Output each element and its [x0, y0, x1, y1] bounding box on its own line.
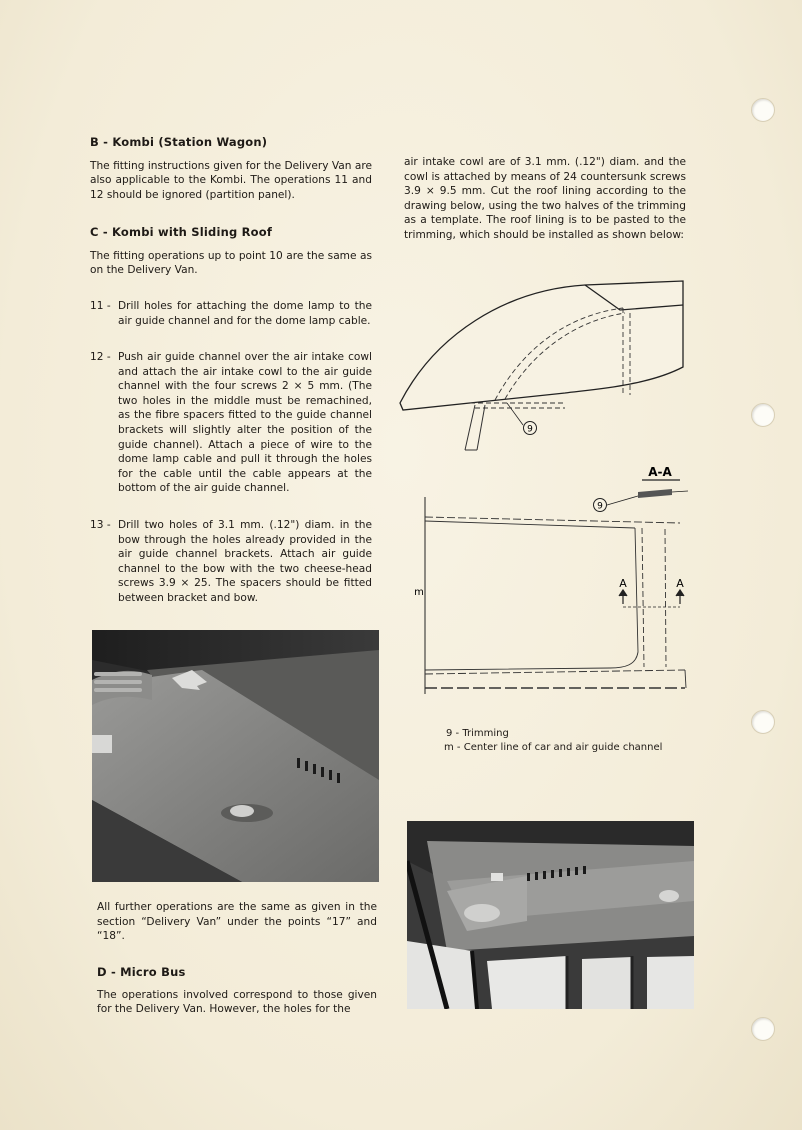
m-label: m — [414, 587, 424, 598]
right-column-text: air intake cowl are of 3.1 mm. (.12") diam. and the cowl is attached by means of 24 countersunk screws 3.9 × 9.5 mm. Cut the roof lining according to the drawing below, using the two halves of the trimming as a template. The roof lining is to be pasted to the trimming, which should be installed as shown below: — [404, 156, 686, 241]
section-b — [90, 135, 372, 202]
a-marker-right: A — [676, 577, 684, 590]
section-b-text: The fitting instructions given for the Delivery Van are also applicable to the Kombi. The operations 11 and 12 should be ignored (partition panel). — [90, 159, 372, 201]
step-13 — [90, 518, 372, 608]
diagram-legend — [444, 727, 704, 755]
photo-air-guide-channel — [92, 630, 379, 882]
photo-interior-roof — [407, 821, 694, 1009]
binder-hole-1 — [751, 98, 775, 122]
section-c-intro: The fitting operations up to point 10 are the same as on the Delivery Van. — [90, 249, 372, 277]
step-number: 11 - — [90, 300, 111, 312]
binder-hole-2 — [751, 403, 775, 427]
air-guide-channel-photo-image — [92, 630, 379, 882]
a-marker-left: A — [619, 577, 627, 590]
section-c-heading: C - Kombi with Sliding Roof — [90, 225, 273, 239]
interior-roof-photo-image — [407, 821, 694, 1009]
section-b-heading: B - Kombi (Station Wagon) — [90, 135, 268, 149]
step-text: Push air guide channel over the air intake cowl and attach the air intake cowl to the air guide channel with the four screws 2 × 5 mm. (The two holes in the middle must be remachined, as the fibre spacers fitted to the guide channel brackets will slightly alter the position of the guide channel). Attach a piece of wire to the dome lamp cable and pull it through the holes for the cable until the cable appears at the bottom of the air guide channel. — [118, 351, 372, 495]
step-12 — [90, 350, 372, 500]
legend-item-center-line: m - Center line of car and air guide channel — [444, 742, 663, 753]
step-text: Drill two holes of 3.1 mm. (.12") diam. in the bow through the holes already provided in the air guide channel brackets. Attach air guide channel to the bow with the two cheese-head screws 3.9 × 25. The spacers should be fitted between bracket and bow. — [118, 519, 372, 604]
section-d-heading: D - Micro Bus — [97, 965, 186, 979]
after-photo-note — [97, 900, 377, 944]
section-d — [97, 965, 377, 1017]
step-number: 13 - — [90, 519, 111, 531]
section-aa-label: A-A — [648, 465, 672, 479]
section-d-text: The operations involved correspond to those given for the Delivery Van. However, the holes for the — [97, 988, 377, 1016]
callout-9-label: 9 — [597, 501, 603, 512]
section-c — [90, 225, 372, 278]
binder-hole-4 — [751, 1017, 775, 1041]
roof-profile-diagram — [395, 275, 690, 460]
section-aa-diagram — [410, 462, 690, 697]
after-photo-text: All further operations are the same as given in the section “Delivery Van” under the points “17” and “18”. — [97, 901, 377, 943]
legend-item-trimming: 9 - Trimming — [446, 728, 509, 739]
step-number: 12 - — [90, 351, 111, 363]
binder-hole-3 — [751, 710, 775, 734]
step-11 — [90, 299, 372, 331]
right-column — [404, 155, 686, 243]
callout-9-label: 9 — [527, 424, 533, 435]
step-text: Drill holes for attaching the dome lamp to the air guide channel and for the dome lamp cable. — [118, 300, 372, 327]
